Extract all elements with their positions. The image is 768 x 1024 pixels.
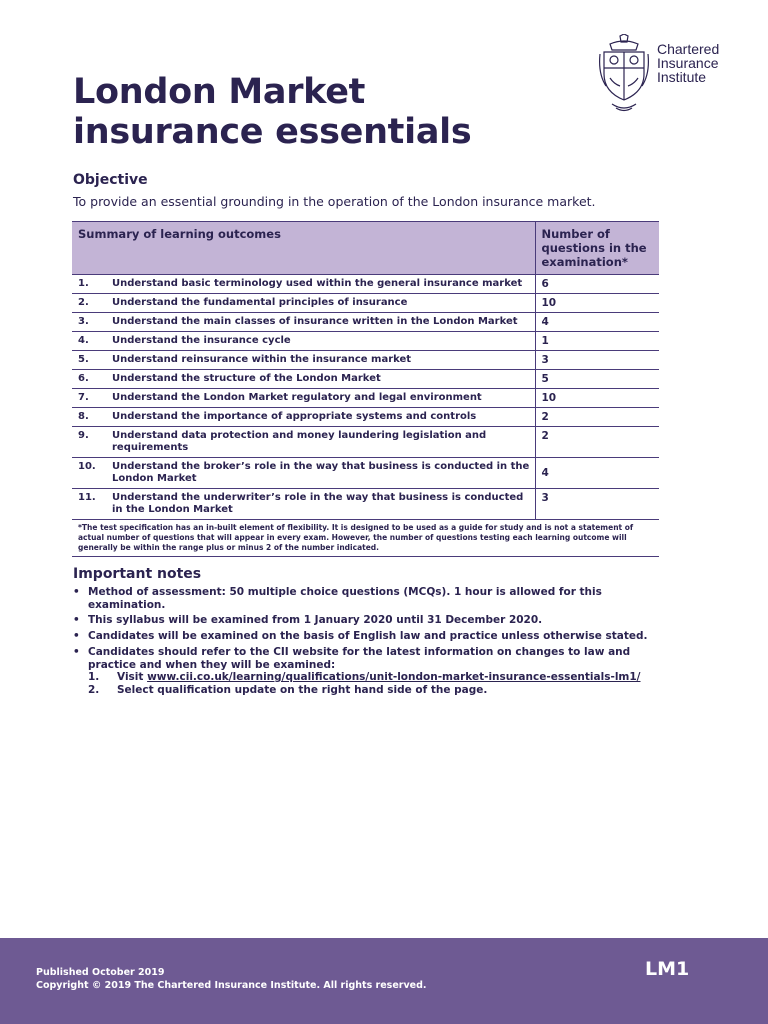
bullet-icon: • bbox=[73, 646, 80, 659]
copyright: Copyright © 2019 The Chartered Insurance Institute. All rights reserved. bbox=[36, 980, 427, 991]
row-outcome: Understand data protection and money laundering legislation and requirements bbox=[108, 427, 535, 458]
row-outcome: Understand the importance of appropriate systems and controls bbox=[108, 408, 535, 427]
note-text: Candidates will be examined on the basis of English law and practice unless otherwise stated. bbox=[88, 630, 648, 643]
logo-line-2: Insurance bbox=[657, 55, 719, 71]
page-title bbox=[73, 72, 471, 152]
sub-steps-list bbox=[88, 671, 653, 696]
row-questions: 2 bbox=[535, 427, 659, 458]
cii-website-link[interactable]: www.cii.co.uk/learning/qualifications/unit-london-market-insurance-essentials-lm1/ bbox=[147, 671, 641, 684]
title-line-1: London Market bbox=[73, 72, 366, 112]
note-text: Method of assessment: 50 multiple choice questions (MCQs). 1 hour is allowed for this examination. bbox=[88, 586, 602, 611]
sub-step-number: 1. bbox=[88, 671, 100, 684]
objective-text: To provide an essential grounding in the operation of the London insurance market. bbox=[73, 194, 596, 209]
table-row bbox=[72, 294, 659, 313]
table-row bbox=[72, 332, 659, 351]
footer-legal bbox=[36, 966, 427, 992]
note-text: This syllabus will be examined from 1 January 2020 until 31 December 2020. bbox=[88, 614, 543, 627]
row-outcome: Understand basic terminology used within the general insurance market bbox=[108, 275, 535, 294]
row-questions: 1 bbox=[535, 332, 659, 351]
row-number: 6. bbox=[72, 370, 108, 389]
logo-line-1: Chartered bbox=[657, 41, 720, 57]
list-item bbox=[73, 586, 653, 611]
sub-step bbox=[88, 684, 653, 697]
table-footnote: *The test specification has an in-built element of flexibility. It is designed to be used as a guide for study and is not a statement of actual number of questions that will appear in every exam. However, the number of questions testing each learning outcome will generally be within the range plus or minus 2 of the number indicated. bbox=[72, 520, 659, 557]
list-item bbox=[73, 614, 653, 627]
published-date: Published October 2019 bbox=[36, 967, 165, 978]
row-outcome: Understand the main classes of insurance written in the London Market bbox=[108, 313, 535, 332]
row-questions: 6 bbox=[535, 275, 659, 294]
row-number: 11. bbox=[72, 489, 108, 520]
row-questions: 10 bbox=[535, 389, 659, 408]
row-questions: 10 bbox=[535, 294, 659, 313]
table-row bbox=[72, 275, 659, 294]
row-questions: 4 bbox=[535, 458, 659, 489]
cii-logo bbox=[598, 34, 758, 114]
row-questions: 5 bbox=[535, 370, 659, 389]
row-outcome: Understand the structure of the London Market bbox=[108, 370, 535, 389]
row-questions: 3 bbox=[535, 489, 659, 520]
row-outcome: Understand the insurance cycle bbox=[108, 332, 535, 351]
logo-line-3: Institute bbox=[657, 69, 707, 85]
row-questions: 4 bbox=[535, 313, 659, 332]
bullet-icon: • bbox=[73, 614, 80, 627]
row-outcome: Understand the broker’s role in the way that business is conducted in the London Market bbox=[108, 458, 535, 489]
row-number: 3. bbox=[72, 313, 108, 332]
table-footnote-row bbox=[72, 520, 659, 557]
list-item bbox=[73, 630, 653, 643]
sub-step bbox=[88, 671, 653, 684]
footer bbox=[0, 938, 768, 1024]
row-number: 4. bbox=[72, 332, 108, 351]
header-questions: Number of questions in the examination* bbox=[535, 222, 659, 275]
note-text: Candidates should refer to the CII website for the latest information on changes to law and practice and when they will be examined: bbox=[88, 646, 631, 671]
table-row bbox=[72, 351, 659, 370]
important-notes-list bbox=[73, 586, 653, 700]
table-row bbox=[72, 313, 659, 332]
row-questions: 2 bbox=[535, 408, 659, 427]
table-row bbox=[72, 458, 659, 489]
table-row bbox=[72, 427, 659, 458]
learning-outcomes-table bbox=[72, 221, 659, 557]
cii-crest-icon bbox=[598, 34, 650, 114]
row-outcome: Understand the fundamental principles of insurance bbox=[108, 294, 535, 313]
bullet-icon: • bbox=[73, 630, 80, 643]
row-outcome: Understand the underwriter’s role in the way that business is conducted in the London Market bbox=[108, 489, 535, 520]
important-notes-heading: Important notes bbox=[73, 566, 202, 582]
table-row bbox=[72, 389, 659, 408]
row-number: 7. bbox=[72, 389, 108, 408]
row-outcome: Understand reinsurance within the insurance market bbox=[108, 351, 535, 370]
table-row bbox=[72, 370, 659, 389]
table-header-row bbox=[72, 222, 659, 275]
row-number: 5. bbox=[72, 351, 108, 370]
table-row bbox=[72, 408, 659, 427]
row-number: 2. bbox=[72, 294, 108, 313]
table-row bbox=[72, 489, 659, 520]
sub-step-text: Select qualification update on the right hand side of the page. bbox=[117, 683, 488, 696]
unit-code: LM1 bbox=[645, 958, 690, 980]
row-number: 8. bbox=[72, 408, 108, 427]
row-number: 10. bbox=[72, 458, 108, 489]
objective-heading: Objective bbox=[73, 172, 148, 188]
header-outcomes: Summary of learning outcomes bbox=[72, 222, 535, 275]
row-questions: 3 bbox=[535, 351, 659, 370]
sub-step-prefix: Visit bbox=[117, 671, 148, 684]
row-number: 1. bbox=[72, 275, 108, 294]
bullet-icon: • bbox=[73, 586, 80, 598]
row-number: 9. bbox=[72, 427, 108, 458]
sub-step-number: 2. bbox=[88, 683, 100, 696]
list-item bbox=[73, 646, 653, 696]
cii-logo-text bbox=[657, 42, 719, 84]
row-outcome: Understand the London Market regulatory and legal environment bbox=[108, 389, 535, 408]
title-line-2: insurance essentials bbox=[73, 112, 472, 152]
